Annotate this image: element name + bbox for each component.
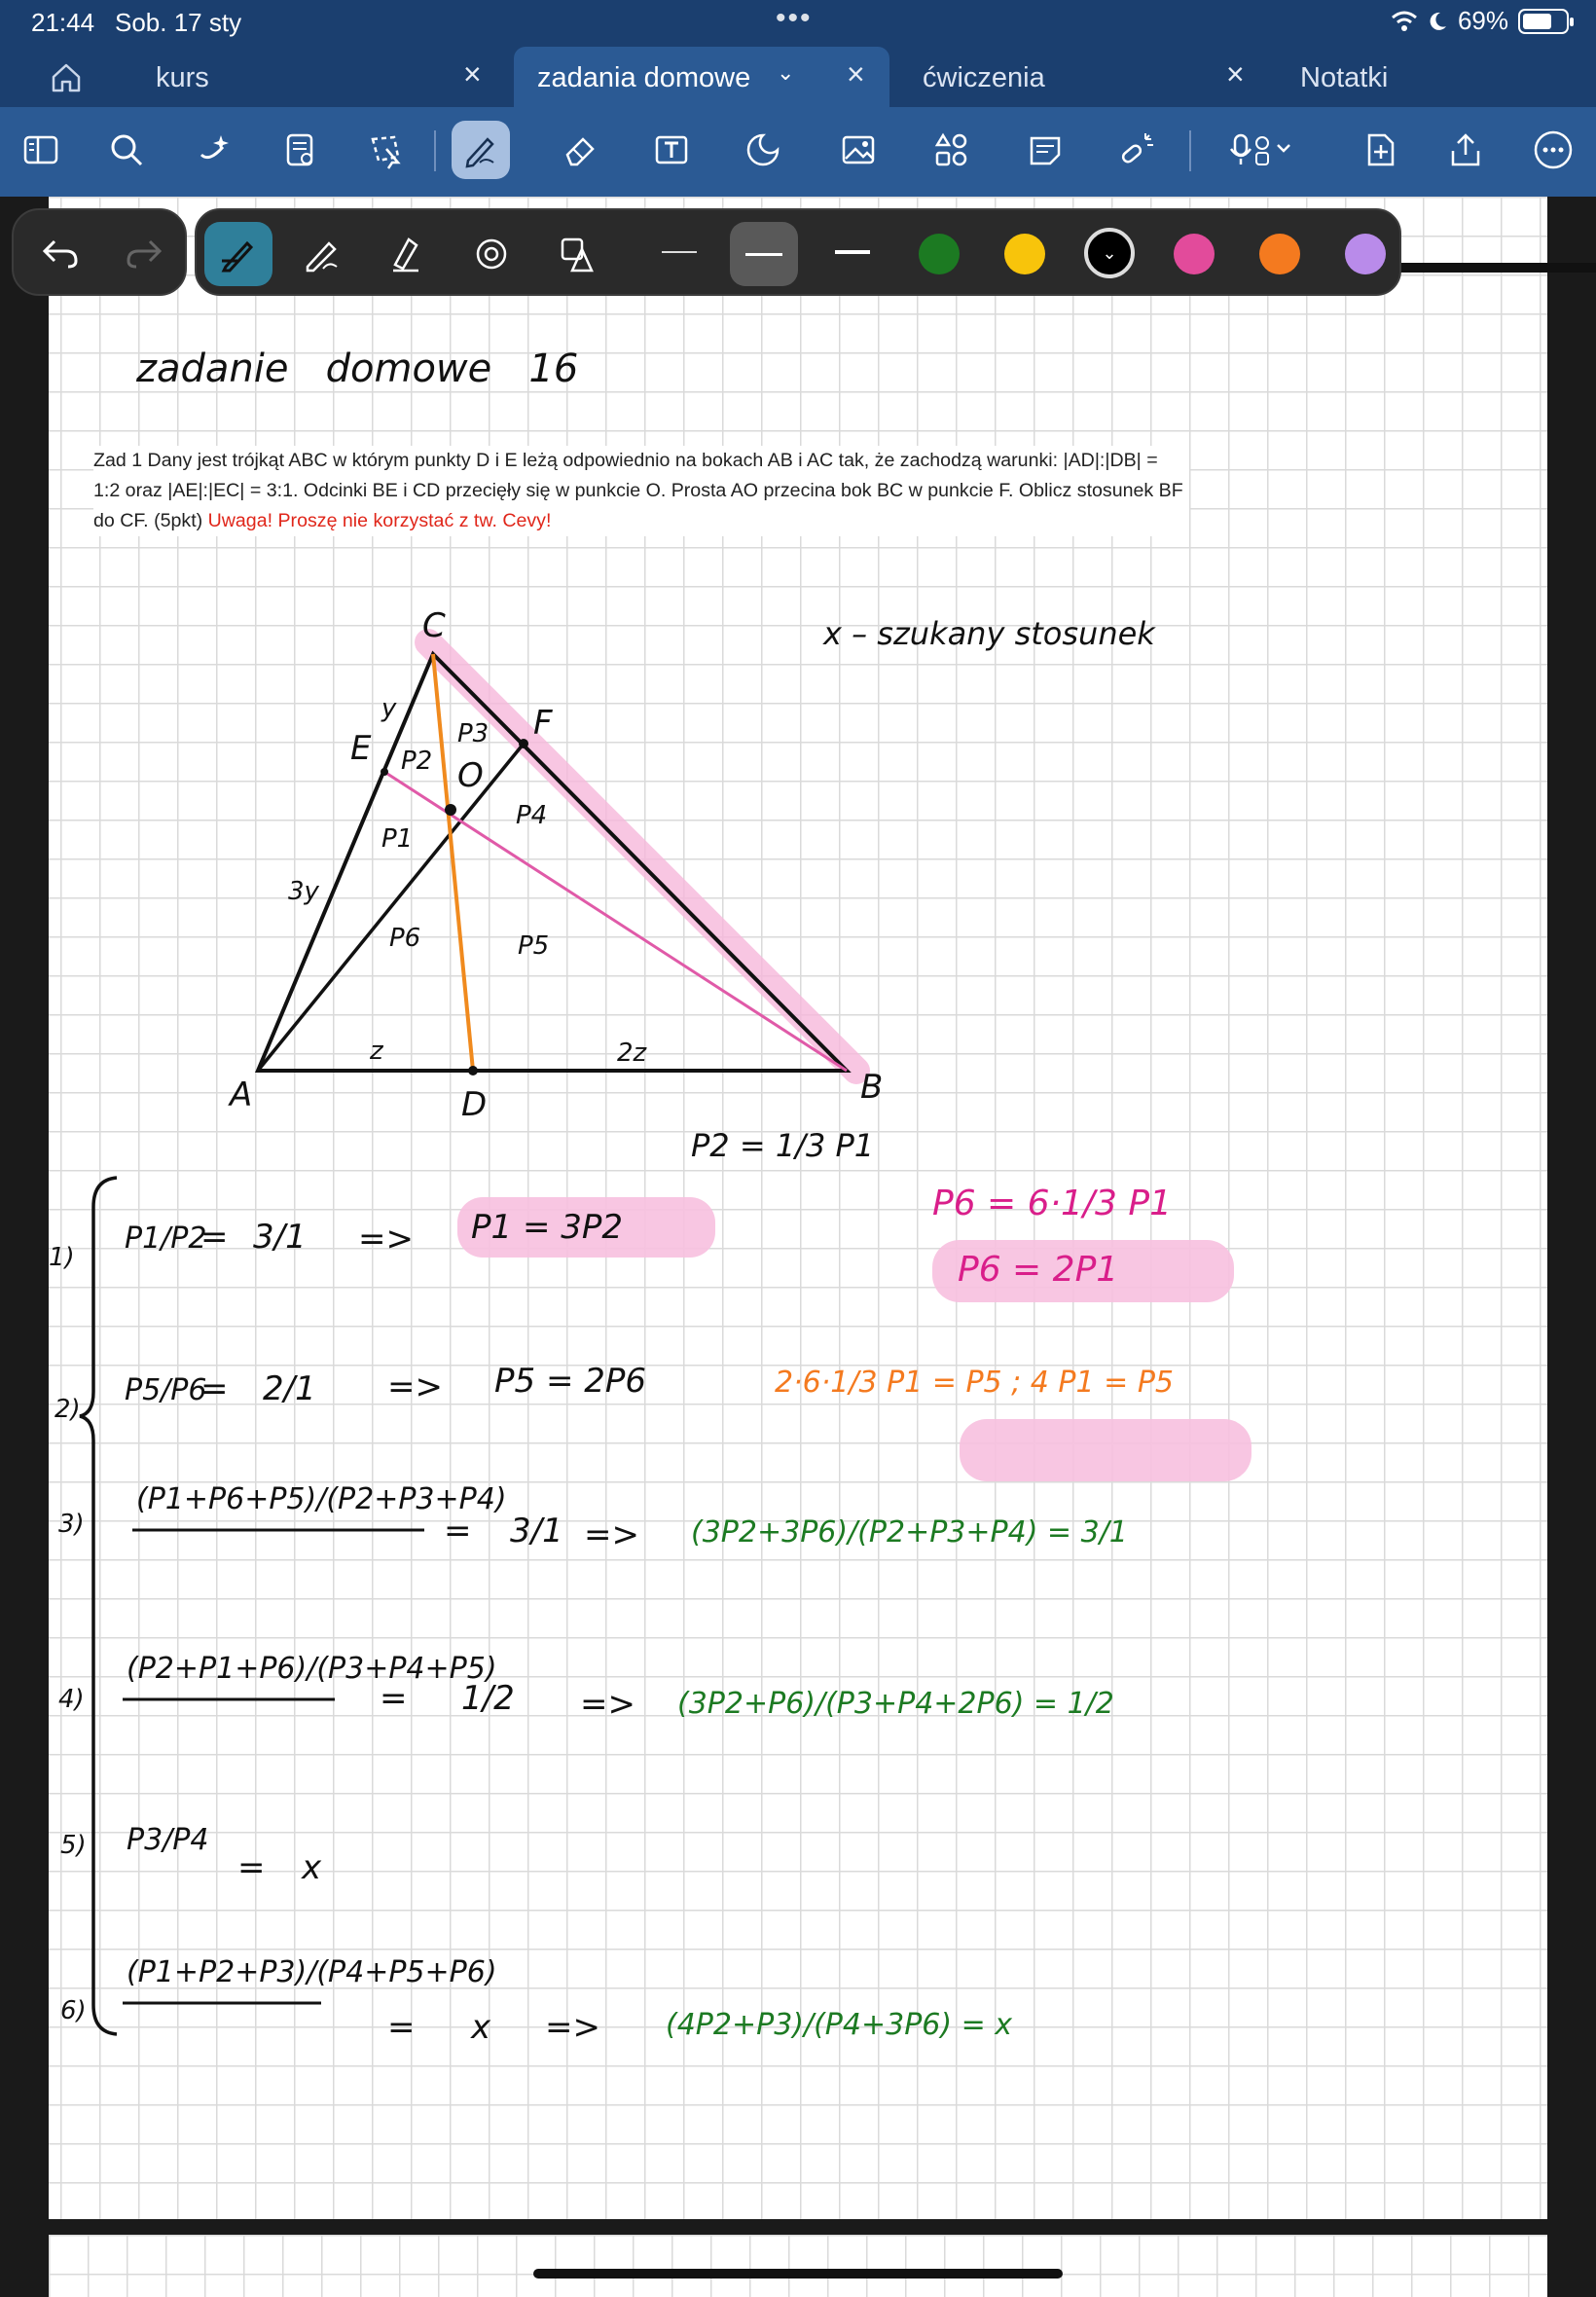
eq2-number: 2)	[54, 1395, 81, 1424]
problem-warning: Uwaga! Proszę nie korzystać z tw. Cevy!	[207, 510, 552, 531]
status-time: 21:44	[31, 8, 95, 37]
close-icon[interactable]: ×	[463, 56, 482, 91]
eq6-number: 6)	[60, 1996, 87, 2025]
eq5-number: 5)	[60, 1831, 87, 1860]
highlight-cb	[428, 642, 856, 1071]
label-p4: P4	[516, 801, 548, 830]
tab-label: Notatki	[1300, 62, 1389, 93]
status-date: Sob. 17 sty	[115, 8, 242, 37]
eq6-equals: =	[387, 2008, 416, 2047]
eq2-result: P5 = 2P6	[494, 1362, 647, 1401]
label-p1: P1	[381, 824, 414, 854]
eq1-result: P1 = 3P2	[471, 1208, 624, 1247]
eq5-equals: =	[237, 1848, 266, 1887]
point-f	[519, 739, 528, 748]
label-z: z	[370, 1037, 383, 1066]
label-f: F	[533, 704, 553, 743]
point-e	[381, 768, 388, 776]
eq3-rhs: 3/1	[510, 1512, 563, 1550]
eq3-number: 3)	[58, 1510, 85, 1539]
side-note-p6b: P6 = 2P1	[958, 1250, 1119, 1290]
close-icon[interactable]: ×	[847, 56, 865, 91]
eq4-arrow: =>	[580, 1685, 635, 1724]
label-e: E	[350, 729, 372, 768]
label-b: B	[860, 1068, 884, 1107]
label-2z: 2z	[617, 1039, 647, 1068]
eq2-equals: =	[200, 1369, 229, 1408]
eq1-number: 1)	[49, 1243, 75, 1272]
point-o	[445, 804, 456, 816]
label-3y: 3y	[288, 877, 319, 906]
tab-label: kurs	[156, 62, 209, 93]
label-c: C	[422, 606, 446, 645]
eq2-lhs: P5/P6	[125, 1373, 207, 1407]
eq6-result: (4P2+P3)/(P4+3P6) = x	[666, 2008, 1013, 2042]
line-af	[258, 744, 524, 1071]
label-p3: P3	[457, 719, 490, 748]
highlight-p5	[960, 1419, 1251, 1481]
eq3-result: (3P2+3P6)/(P2+P3+P4) = 3/1	[691, 1515, 1128, 1550]
label-a: A	[230, 1076, 253, 1114]
point-d	[468, 1066, 478, 1076]
multitask-dots-icon[interactable]: •••	[776, 2, 813, 34]
line-cd	[433, 654, 473, 1071]
eq4-result: (3P2+P6)/(P3+P4+2P6) = 1/2	[677, 1687, 1114, 1721]
close-icon[interactable]: ×	[1226, 56, 1245, 91]
eq2-arrow: =>	[387, 1367, 443, 1406]
label-y: y	[381, 694, 397, 723]
chevron-down-icon[interactable]: ⌄	[777, 60, 795, 85]
eq1-aside: P2 = 1/3 P1	[691, 1127, 875, 1164]
problem-main: Zad 1 Dany jest trójkąt ABC w którym punkty D i E leżą odpowiednio na bokach AB i AC tak, że zachodzą warunki: |AD|:|DB| = 1:2 oraz |AE|:|EC| = 3:1. Odcinki BE i CD przecięły się w punkcie O. Prosta AO przecina bok BC w punkcie F. Oblicz stosunek BF do CF. (5pkt)	[93, 450, 1183, 531]
eq2-rhs: 2/1	[263, 1369, 316, 1408]
side-note-p6a: P6 = 6·1/3 P1	[932, 1184, 1173, 1223]
eq4-equals: =	[380, 1679, 408, 1718]
tab-label: ćwiczenia	[923, 62, 1045, 93]
label-o: O	[457, 756, 484, 795]
battery-percent: 69%	[1457, 6, 1508, 35]
x-definition: x – szukany stosunek	[823, 615, 1155, 652]
eq1-lhs: P1/P2	[125, 1221, 207, 1256]
note-title: zadanie domowe 16	[136, 346, 579, 391]
eq3-equals: =	[444, 1512, 472, 1550]
home-indicator[interactable]	[533, 2269, 1063, 2279]
eq1-arrow: =>	[358, 1220, 414, 1258]
tab-label: zadania domowe	[537, 62, 751, 93]
eq6-rhs: x	[471, 2008, 491, 2047]
eq4-rhs: 1/2	[461, 1679, 515, 1718]
eq6-lhs: (P1+P2+P3)/(P4+P5+P6)	[127, 1955, 497, 1989]
eq5-rhs: x	[302, 1848, 322, 1887]
system-brace	[80, 1178, 117, 2034]
label-p2: P2	[401, 747, 433, 776]
eq3-arrow: =>	[584, 1515, 639, 1554]
eq1-equals: =	[200, 1218, 229, 1257]
label-p5: P5	[518, 931, 550, 961]
label-p6: P6	[389, 924, 421, 953]
eq2-aside: 2·6·1/3 P1 = P5 ; 4 P1 = P5	[775, 1366, 1174, 1400]
eq4-lhs: (P2+P1+P6)/(P3+P4+P5)	[127, 1652, 497, 1686]
chevron-down-icon: ⌄	[1102, 242, 1117, 263]
eq3-lhs: (P1+P6+P5)/(P2+P3+P4)	[136, 1482, 507, 1516]
label-d: D	[461, 1085, 488, 1124]
eq1-rhs: 3/1	[253, 1218, 307, 1257]
eq4-number: 4)	[58, 1685, 85, 1714]
eq5-lhs: P3/P4	[127, 1823, 209, 1857]
eq6-arrow: =>	[545, 2008, 600, 2047]
